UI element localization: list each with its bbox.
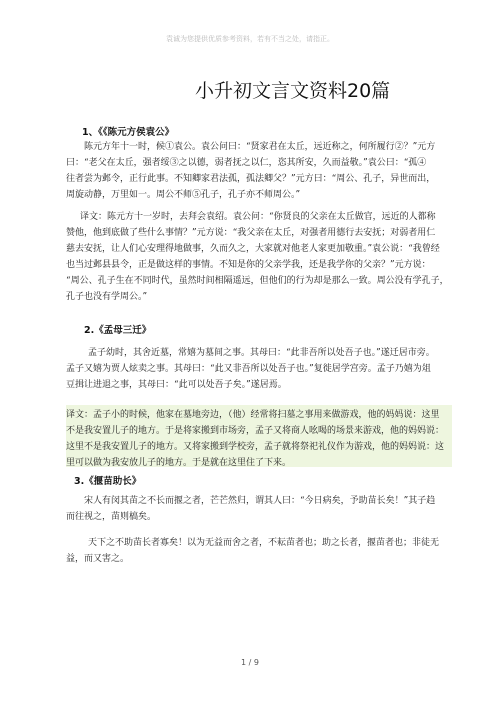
header-note: 袁诚为您提供优质参考资料，若有不当之处，请指正。 [166, 35, 334, 43]
text-line: 益，而又害之。 [66, 554, 130, 564]
section-2-translation [66, 407, 444, 471]
text-line: 孟子幼时，其舍近墓，常嬉为墓间之事。其母曰：“此非吾所以处吾子也。”遂迁居市旁。 [88, 348, 435, 358]
document-title: 小升初文言文资料20篇 [195, 80, 391, 102]
text-line: 不是我安置儿子的地方。于是将家搬到市场旁，孟子又将商人吆喝的场景来游戏，他的妈妈说： [66, 426, 445, 436]
text-line: 里可以做为我安放儿子的地方。于是就在这里住了下来。 [66, 458, 292, 468]
text-line: 孟子又嬉为贾人炫卖之事。其母曰：“此又非吾所以处吾子也。”复徙居学宫旁。孟子乃嬉为俎 [66, 364, 431, 374]
text-line: 也当过邺县县令，正是做这样的事情。不知是你的父亲学我，还是我学你的父亲？”元方说： [66, 260, 431, 270]
section-2-heading: 2.《孟母三迁》 [84, 325, 152, 336]
text-line: 周旋动静，万里如一。周公不师⑤孔子，孔子亦不师周公。” [66, 190, 301, 200]
text-line: 译文：孟子小的时候，他家在墓地旁边，（他）经常将扫墓之事用来做游戏，他的妈妈说：这里 [66, 410, 440, 420]
text-line: 往者尝为邺令，正行此事。不知卿家君法孤，孤法卿父？”元方曰：“周公、孔子，异世而出， [66, 174, 436, 184]
text-line: 译文：陈元方十一岁时，去拜会袁绍。袁公问：“你贤良的父亲在太丘做官，远近的人都称 [80, 212, 436, 222]
text-line: 慈去安抚，让人们心安理得地做事，久而久之，大家就对他老人家更加敬重。”袁公说：“我曾经 [66, 244, 440, 254]
section-1-heading: 1、《《陈元方侯袁公》 [82, 127, 175, 138]
page-number: 1 / 9 [241, 658, 259, 667]
section-3-original [66, 493, 435, 525]
text-line: 宋人有闵其苗之不长而揠之者，芒芒然归，谓其人曰：“今日病矣，予助苗长矣！”其子趋 [84, 496, 436, 506]
text-line: 而往视之，苗则槁矣。 [66, 512, 157, 522]
section-2-original [66, 345, 435, 393]
text-line: 曰：“老父在太丘，强者绥③之以德，弱者抚之以仁，恣其所安，久而益敬。”袁公曰：“孤④ [66, 158, 427, 168]
text-line: “周公、孔子生在不同时代，虽然时间相隔遥远，但他们的行为却是那么一致。周公没有学孔子， [66, 276, 449, 286]
text-line: 天下之不助苗长者寡矣！以为无益而舍之者，不耘苗者也；助之长者，揠苗者也；非徒无 [88, 538, 440, 548]
text-line: 赞他，他到底做了些什么事情？”元方说：“我父亲在太丘，对强者用德行去安抚；对弱者用仁 [66, 228, 436, 238]
text-line: 陈元方年十一时，候①袁公。袁公问曰：“贤家君在太丘，远近称之，何所履行②？”元方 [84, 142, 436, 152]
section-3-commentary [66, 535, 439, 567]
text-line: 豆揖让进退之事，其母曰：“此可以处吾子矣。”遂居焉。 [66, 380, 287, 390]
section-1-original [66, 139, 435, 203]
section-3-heading: 3.《揠苗助长》 [74, 476, 142, 487]
text-line: 这里不是我安置儿子的地方。又将家搬到学校旁，孟子就将祭祀礼仪作为游戏，他的妈妈说：这 [66, 442, 445, 452]
section-1-translation [66, 209, 449, 305]
text-line: 孔子也没有学周公。” [66, 292, 148, 302]
